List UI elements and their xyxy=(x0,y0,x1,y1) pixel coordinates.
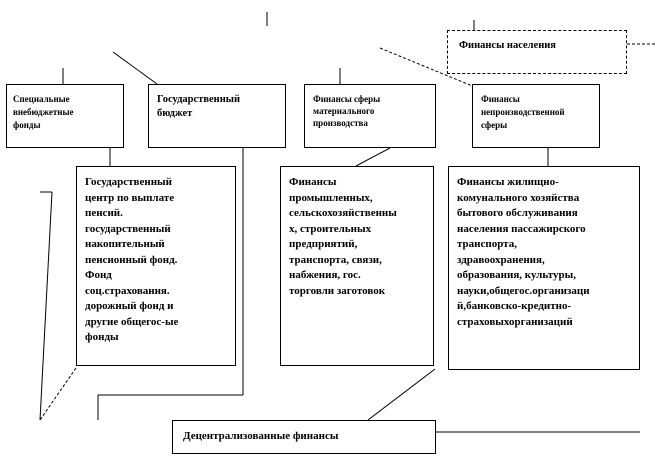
nonproduction-detail-box xyxy=(448,166,640,370)
funds-detail-text: Государственный центр по выплате пенсий. государственный накопительный пенсионный фонд. Фонд соц.страховання. дорожный фонд и другие общегос-ые фонды xyxy=(85,176,179,343)
nonproduction-sphere-box xyxy=(472,84,600,148)
material-sphere-label: Финансы сферы материального производства xyxy=(313,94,381,128)
population-finance-label: Финансы населения xyxy=(459,40,556,51)
funds-detail-box xyxy=(76,166,236,366)
material-detail-text: Финансы промышленных, сельскохозяйственны х, строительных предприятий, транспорта, связи, набжения, гос. торговли заготовок xyxy=(289,176,397,297)
state-budget-label: Государственный бюджет xyxy=(157,94,241,119)
connector-left-bracket-v xyxy=(40,192,52,420)
population-finance-box xyxy=(447,30,627,74)
connector-left-c1-dashed xyxy=(40,368,76,420)
state-budget-box xyxy=(148,84,286,148)
decentralized-finance-label: Децентрализованные финансы xyxy=(183,430,339,442)
special-funds-box xyxy=(6,84,124,148)
material-sphere-box xyxy=(304,84,436,148)
connector-gov-diagonal xyxy=(113,52,157,84)
special-funds-label: Специальные внебюджетные фонды xyxy=(13,94,74,130)
decentralized-finance-box xyxy=(172,420,436,454)
connector-c2-dec xyxy=(368,369,435,420)
nonproduction-sphere-label: Финансы непроизводственной сферы xyxy=(481,94,565,130)
nonproduction-detail-text: Финансы жилищно- комунального хозяйства бытового обслуживания населения пассажирского транспорта, здравоохранения, образования, культуры, науки,общегос.организаци й,банковско-кредитно- страховыхорганизаций xyxy=(457,176,590,328)
connector-mat-c2 xyxy=(356,148,390,166)
material-detail-box xyxy=(280,166,434,366)
